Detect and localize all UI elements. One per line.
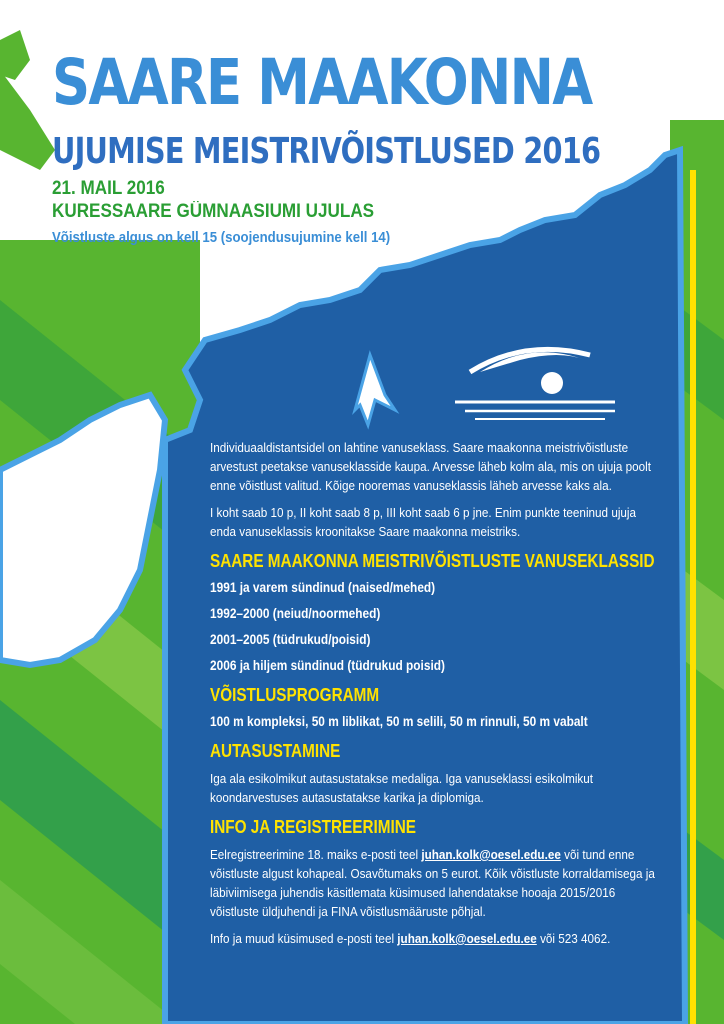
intro-paragraph-2: I koht saab 10 p, II koht saab 8 p, III koht saab 6 p jne. Enim punkte teeninud ujuja enda vanuseklassis kroonitakse Saare maakonna meistriks. bbox=[210, 505, 637, 539]
email-link[interactable]: juhan.kolk@oesel.edu.ee bbox=[421, 847, 561, 862]
awards-heading: AUTASUSTAMINE bbox=[210, 741, 341, 761]
age-classes-heading: SAARE MAAKONNA MEISTRIVÕISTLUSTE VANUSEKLASSID bbox=[210, 551, 655, 571]
page-subtitle: UJUMISE MEISTRIVÕISTLUSED 2016 bbox=[52, 131, 601, 172]
age-class-item: 1992–2000 (neiud/noormehed) bbox=[210, 606, 381, 621]
registration-paragraph bbox=[210, 845, 660, 921]
email-link[interactable]: juhan.kolk@oesel.edu.ee bbox=[397, 931, 537, 946]
age-class-item: 2006 ja hiljem sündinud (tüdrukud poisid) bbox=[210, 658, 445, 673]
event-venue: KURESSAARE GÜMNAASIUMI UJULAS bbox=[52, 201, 375, 222]
program-text: 100 m kompleksi, 50 m liblikat, 50 m selili, 50 m rinnuli, 50 m vabalt bbox=[210, 714, 588, 729]
registration-text-start: Eelregistreerimine 18. maiks e-posti teel bbox=[210, 847, 422, 862]
registration-text-end: või tund enne võistluste algust kohapeal. Osavõtumaks on 5 eurot. Kõik võistluste korraldamisega ja läbiviimisega juhendis käsitlemata küsimused lahendatakse hooaja 2015/2016 võistluste üldjuhendi ja FINA võistlusmääruste põhjal. bbox=[210, 847, 655, 919]
info-panel bbox=[210, 438, 665, 956]
age-class-item: 1991 ja varem sündinud (naised/mehed) bbox=[210, 580, 436, 595]
info-heading: INFO JA REGISTREERIMINE bbox=[210, 817, 417, 837]
contact-paragraph bbox=[210, 929, 660, 948]
program-heading: VÕISTLUSPROGRAMM bbox=[210, 685, 380, 705]
awards-text: Iga ala esikolmikut autasustatakse medaliga. Iga vanuseklassi esikolmikut koondarvestuses autasustatakse karika ja diplomiga. bbox=[210, 771, 594, 805]
intro-paragraph-1: Individuaaldistantsidel on lahtine vanuseklass. Saare maakonna meistrivõistluste arvestust peetakse vanuseklasside kaupa. Arvesse läheb kolm ala, mis on ujuja poolt enne võistlust valitud. Kõige nooremas vanuseklassis läheb arvesse kaks ala. bbox=[210, 440, 651, 493]
contact-text-start: Info ja muud küsimused e-posti teel bbox=[210, 931, 398, 946]
start-time: Võistluste algus on kell 15 (soojendusujumine kell 14) bbox=[52, 229, 391, 246]
page-title: SAARE MAAKONNA bbox=[52, 46, 592, 119]
event-date: 21. MAIL 2016 bbox=[52, 178, 165, 199]
age-class-item: 2001–2005 (tüdrukud/poisid) bbox=[210, 632, 371, 647]
contact-text-end: või 523 4062. bbox=[536, 931, 611, 946]
